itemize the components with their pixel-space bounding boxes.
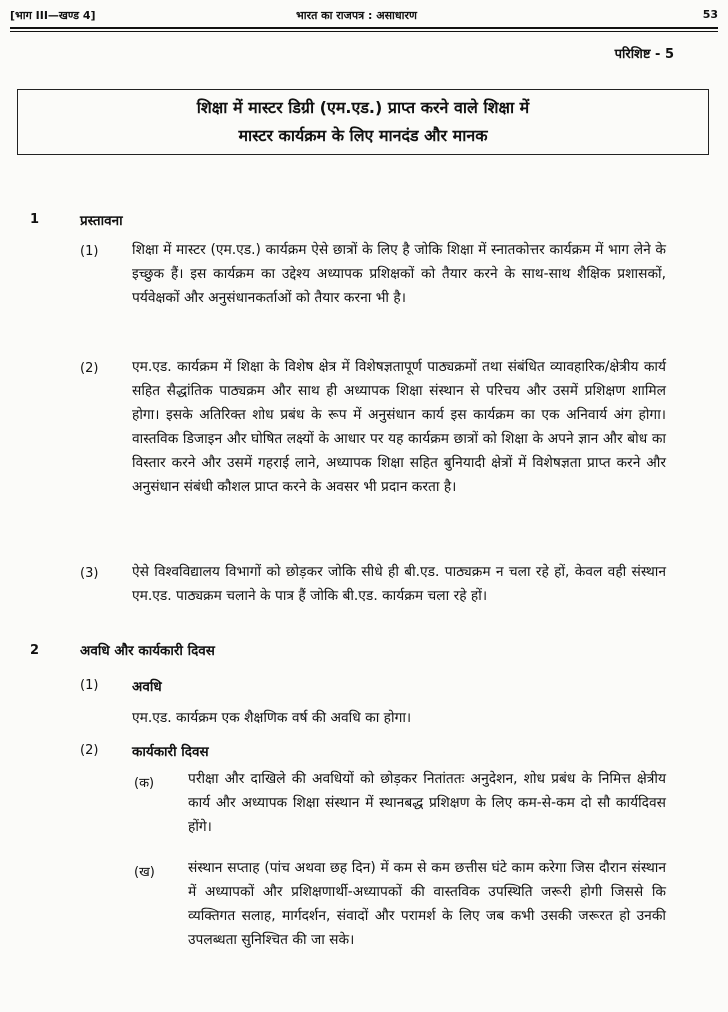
title-box: [17, 89, 709, 155]
title-line-2: मास्टर कार्यक्रम के लिए मानदंड और मानक: [238, 126, 488, 145]
section-number: 1: [30, 212, 40, 227]
header-rule-thin: [10, 31, 718, 32]
item-marker: (क): [134, 776, 155, 791]
header-rule: [10, 27, 718, 29]
item-marker: (1): [80, 244, 99, 259]
running-header: [10, 6, 718, 26]
section-number: 2: [30, 643, 40, 658]
item-marker: (3): [80, 566, 99, 581]
subsection-marker: (2): [80, 743, 99, 758]
subsection-heading: अवधि: [132, 679, 162, 695]
paragraph: संस्थान सप्ताह (पांच अथवा छह दिन) में कम से कम छत्तीस घंटे काम करेगा जिस दौरान संस्थान में अध्यापकों और प्रशिक्षणार्थी-अध्यापकों की वास्तविक उपस्थिति जरूरी होगी जिससे कि व्यक्तिगत सलाह, मार्गदर्शन, संवादों और परामर्श के लिए जब कभी उसकी जरूरत हो उनकी उपलब्धता सुनिश्चित की जा सके।: [188, 860, 666, 948]
item-marker: (ख): [134, 865, 155, 880]
section-heading: अवधि और कार्यकारी दिवस: [80, 643, 215, 659]
page-number: 53: [702, 8, 718, 21]
paragraph: एम.एड. कार्यक्रम में शिक्षा के विशेष क्षेत्र में विशेषज्ञतापूर्ण पाठ्यक्रमों तथा संबंधित व्यावहारिक/क्षेत्रीय कार्य सहित सैद्धांतिक पाठ्यक्रम और साथ ही अध्यापक शिक्षा संस्थान से परिचय और उसमें प्रशिक्षण शामिल होगा। इसके अतिरिक्त शोध प्रबंध के रूप में अनुसंधान कार्य इस कार्यक्रम का एक अनिवार्य अंग होगा। वास्तविक डिजाइन और घोषित लक्ष्यों के आधार पर यह कार्यक्रम छात्रों को शिक्षा के अपने ज्ञान और बोध का विस्तार करने और उसमें गहराई लाने, अध्यापक शिक्षा सहित बुनियादी क्षेत्रों में विशेषज्ञता प्राप्त करने और अनुसंधान संबंधी कौशल प्राप्त करने के अवसर भी प्रदान करता है।: [132, 359, 666, 495]
appendix-label: परिशिष्ट - 5: [614, 47, 674, 62]
subsection-marker: (1): [80, 678, 99, 693]
header-part-section: [भाग III—खण्ड 4]: [10, 9, 96, 22]
paragraph: परीक्षा और दाखिले की अवधियों को छोड़कर नितांततः अनुदेशन, शोध प्रबंध के निमित्त क्षेत्रीय कार्य और अध्यापक शिक्षा संस्थान में स्थानबद्ध प्रशिक्षण के लिए कम-से-कम दो सौ कार्यदिवस होंगे।: [188, 771, 666, 835]
paragraph: एम.एड. कार्यक्रम एक शैक्षणिक वर्ष की अवधि का होगा।: [132, 710, 412, 726]
title-line-1: शिक्षा में मास्टर डिग्री (एम.एड.) प्राप्त करने वाले शिक्षा में: [196, 98, 530, 117]
header-publication-title: भारत का राजपत्र : असाधारण: [296, 9, 417, 22]
paragraph: ऐसे विश्वविद्यालय विभागों को छोड़कर जोकि सीधे ही बी.एड. पाठ्यक्रम न चला रहे हों, केवल वही संस्थान एम.एड. पाठ्यक्रम चलाने के पात्र हैं जोकि बी.एड. कार्यक्रम चला रहे हों।: [132, 564, 666, 604]
paragraph: शिक्षा में मास्टर (एम.एड.) कार्यक्रम ऐसे छात्रों के लिए है जोकि शिक्षा में स्नातकोत्तर कार्यक्रम में भाग लेने के इच्छुक हैं। इस कार्यक्रम का उद्देश्य अध्यापक प्रशिक्षकों को तैयार करने के साथ-साथ शैक्षिक प्रशासकों, पर्यवेक्षकों और अनुसंधानकर्ताओं को तैयार करना भी है।: [132, 242, 666, 306]
subsection-heading: कार्यकारी दिवस: [132, 744, 209, 760]
section-heading: प्रस्तावना: [80, 213, 123, 229]
item-marker: (2): [80, 361, 99, 376]
